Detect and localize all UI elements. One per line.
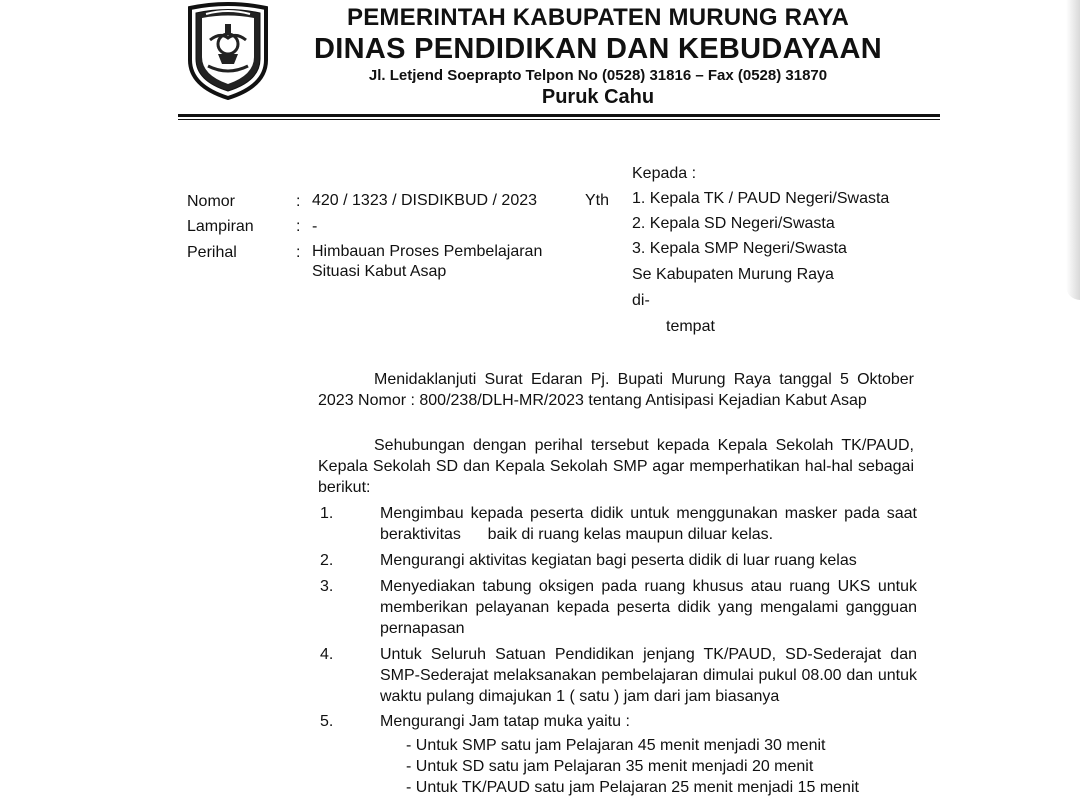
nomor-label: Nomor <box>187 193 236 210</box>
recipient-line: 2. Kepala SD Negeri/Swasta <box>632 215 835 232</box>
yth-label: Yth <box>585 192 610 209</box>
letterhead-city: Puruk Cahu <box>541 86 655 108</box>
nomor-value: 420 / 1323 / DISDIKBUD / 2023 <box>312 192 538 209</box>
lampiran-value: - <box>312 218 318 235</box>
item-text: Mengurangi aktivitas kegiatan bagi peserta didik di luar ruang kelas <box>380 552 857 569</box>
body-paragraph: Sehubungan dengan perihal tersebut kepada Kepala Sekolah TK/PAUD, Kepala Sekolah SD dan Kepala Sekolah SMP agar memperhatikan hal-hal sebagai berikut: <box>318 437 914 496</box>
recipient-heading: Kepada : <box>632 165 697 182</box>
body-paragraph: Menidaklanjuti Surat Edaran Pj. Bupati Murung Raya tanggal 5 Oktober 2023 Nomor : 800/238/DLH-MR/2023 tentang Antisipasi Kejadian Kabut Asap <box>318 371 914 409</box>
item-text: Mengimbau kepada peserta didik untuk menggunakan masker pada saat beraktivitas baik di ruang kelas maupun diluar kelas. <box>380 505 922 543</box>
page-edge-shadow <box>1066 0 1080 300</box>
recipient-line: 3. Kepala SMP Negeri/Swasta <box>632 240 847 257</box>
regency-coat-of-arms-icon <box>186 2 270 100</box>
letterhead-department: DINAS PENDIDIKAN DAN KEBUDAYAAN <box>314 33 882 65</box>
recipient-line: 1. Kepala TK / PAUD Negeri/Swasta <box>632 190 890 207</box>
item-text: Untuk Seluruh Satuan Pendidikan jenjang TK/PAUD, SD-Sederajat dan SMP-Sederajat melaksanakan pembelajaran dimulai pukul 08.00 dan untuk waktu pulang dimajukan 1 ( satu ) jam dari jam biasanya <box>380 646 917 705</box>
letterhead-rule-thick <box>178 114 940 117</box>
perihal-label: Perihal <box>187 244 237 261</box>
recipient-line: Se Kabupaten Murung Raya <box>632 266 834 283</box>
letterhead-government: PEMERINTAH KABUPATEN MURUNG RAYA <box>347 4 849 31</box>
recipient-line: tempat <box>666 318 715 335</box>
item-number: 4. <box>320 646 334 663</box>
recipient-line: di- <box>632 292 650 309</box>
item-text: Mengurangi Jam tatap muka yaitu : <box>380 713 630 730</box>
letterhead-rule-thin <box>178 119 940 120</box>
item-number: 3. <box>320 578 334 595</box>
sub-item: - Untuk TK/PAUD satu jam Pelajaran 25 menit menjadi 15 menit <box>406 779 859 796</box>
item-number: 5. <box>320 713 334 730</box>
letterhead-address: Jl. Letjend Soeprapto Telpon No (0528) 31816 – Fax (0528) 31870 <box>368 67 828 84</box>
sub-item: - Untuk SMP satu jam Pelajaran 45 menit menjadi 30 menit <box>406 737 826 754</box>
colon: : <box>296 218 301 235</box>
item-text: Menyediakan tabung oksigen pada ruang khusus atau ruang UKS untuk memberikan pelayanan kepada peserta didik yang mengalami gangguan pernapasan <box>380 578 917 637</box>
lampiran-label: Lampiran <box>187 218 254 235</box>
perihal-value: Himbauan Proses Pembelajaran <box>312 243 543 260</box>
perihal-value: Situasi Kabut Asap <box>312 263 447 280</box>
item-number: 2. <box>320 552 334 569</box>
item-number: 1. <box>320 505 334 522</box>
sub-item: - Untuk SD satu jam Pelajaran 35 menit menjadi 20 menit <box>406 758 814 775</box>
colon: : <box>296 193 301 210</box>
colon: : <box>296 244 301 261</box>
